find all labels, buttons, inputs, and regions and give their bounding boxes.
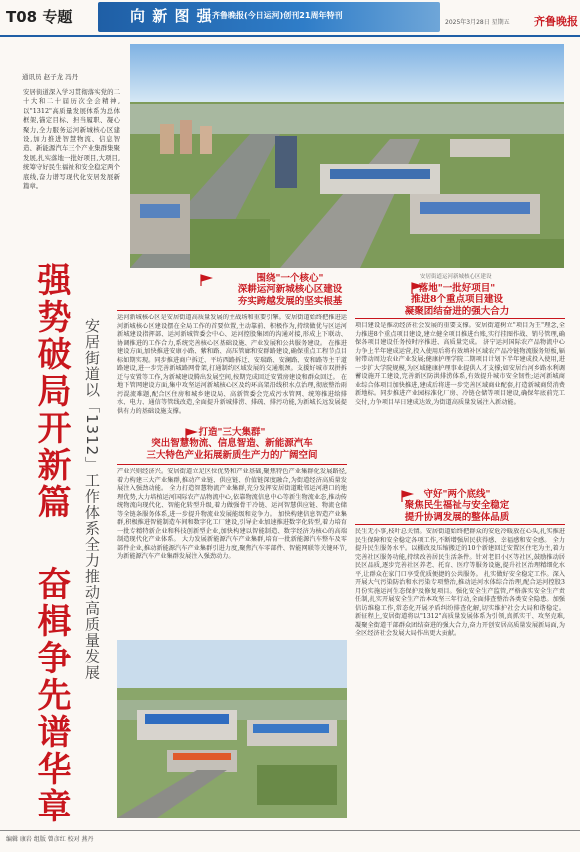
section-core-body: 运河新城核心区是安居街道高质量发展的主战场和重要引擎。安居街道始终把推进运河新城核心区建设摆在全局工作的首要位置,主动靠前、积极作为,持续做优与区运河新城建设指挥部、运河新城管委会中心、运河控股集团的沟通对接,形成上下联动、协调推进的工作合力,系统完善核心区基础设施、产业发展和公共服务建设。 在推进建设方面,加快推进安康小路、紫和路、高压管廊和安群路建设,确保重点工程节点目标如期实现。同步推进商户拆迁、平坊西路拆迁、安瑞路、安澜路、安和路等主干道路建设,进一步完善新城路网骨架,打通制约区域发展的交通瓶颈。支援好城市双拼拆迁与安置等工作,为新城建设腾出发展空间,按期完成回迁安置房建设和群众回迁。 在地下管网建设方面,集中攻坚运河新城核心区及约环高架沿线积水点治理,彻底整治雨污混流难题,配合区住房和城乡建设局、高新管委会完成污水管网、统筹推进给排水、电力、通信等管线改造,全面提升新城排涝、排疏、排污功能,为新城长远发展提供有力的基础设施支撑。 <box>117 314 347 415</box>
footer-divider <box>0 830 580 831</box>
section-cluster-title-1: 突出智慧物流、信息智造、新能源汽车 <box>151 438 313 449</box>
section-livelihood-body: 民生无小事,枝叶总关情。安居街道始终把群众的安危冷暖放在心头,扎实推进民生保障和安全稳定各项工作,不断增强居民获得感、幸福感和安全感。 全力提升民生服务水平。以棚改及压缩搬迁的10个新建回迁安置区住宅为主,着力完善社区服务功能,持续改善居民生活条件。针对老旧小区等社区,鼓励推动居民区品质,逐步完善社区养老、托育、医疗等服务设施,提升社区治理精细化水平,让群众在家门口享受优质便捷的公共服务。 扎实做好安全稳定工作。深入开展大气污染防治和水污染专项整治,推动运河水体综合治理,配合运河控股3月份实施运河生态保护及修复项目。强化安全生产监管,严格落实安全生产责任制,扎实开展安全生产治本攻坚三年行动,全面排查整治各类安全隐患。加强信访维稳工作,常态化开展矛盾纠纷排查化解,切实维护社会大局和谐稳定。 新征程上,安居街道将以"1312"高质量发展体系为引领,真抓实干、攻坚克难,凝聚全街道干部群众团结奋进的强大合力,奋力开创安居高质量发展新局面,为全区经济社会发展大局作出更大贡献。 <box>355 528 565 637</box>
header-divider <box>0 35 580 37</box>
main-headline-part-2: 奋楫争先谱华章 <box>31 566 71 825</box>
section-livelihood-kicker: 守好"两个底线" <box>423 489 491 500</box>
section-heading-cluster <box>117 424 347 462</box>
intro-paragraph: 安居街道深入学习贯彻落实党的二十大和二十届历次全会精神,以"1312"高质量发展体系为总体框架,锚定目标、担当履职、凝心聚力,全力服务运河新城核心区建设,加力推进智慧物流、信息智造、新能源汽车三个产业集群集聚发展,扎实落地一批好项目,大项目,统筹守好民生福祉和安全稳定两个底线,奋力谱写现代化安居发展新篇章。 <box>23 88 120 191</box>
section-cluster-title-2: 三大特色产业拓展新质生产力的广阔空间 <box>146 450 318 461</box>
section-heading-projects <box>352 280 562 318</box>
section-cluster-kicker: 打造"三大集群" <box>198 427 266 438</box>
section-divider <box>355 524 565 525</box>
industrial-park-photo <box>117 640 347 818</box>
section-core-title-1: 深耕运河新城核心区建设 <box>237 284 343 295</box>
page-header <box>0 0 580 34</box>
section-projects-body: 项目建设是推动经济社会发展的重要支撑。安居街道树立"项目为王"理念,全力推进8个重点项目建设,建立健全项目推进台账,实行挂图作战、销号管理,确保各项目建设任务按时序推进、高质量完成。 济宁运河国际农产品物流中心力争上半年建成运营,投入使用后将有效填补区域农产品冷链物流服务短板,辐射带动周边农业产业发展;健康护理学院二期项目计划下半年建成投入使用,进一步扩大学院规模,为区域健康护理事业提供人才支撑;如安居台河乡路水利调蓄设施开工建设,完善新区防洪排涝体系,有效提升城市安全韧性;运河新城商业综合体项目加快推进,建成后将进一步完善区域商业配套,打造新城商贸消费新地标。同步推进产业园标准化厂房、冷链仓储等项目建设,确保年底前完工交付,力争项目早日建成达效,为街道高质量发展注入新动能。 <box>355 322 565 406</box>
byline: 通讯员 赵子龙 冯丹 <box>22 73 79 81</box>
section-divider <box>117 310 347 311</box>
banner-subtitle: 齐鲁晚报(今日运河)创刊21周年特刊 <box>212 11 343 20</box>
section-core-title-2: 夯实跨越发展的坚实根基 <box>237 296 343 307</box>
sub-headline: 安居街道以「1312」工作体系全力推动高质量发展 <box>83 318 101 681</box>
section-divider <box>355 318 565 319</box>
issue-date: 2025年3月28日 星期五 <box>445 19 510 26</box>
photo-caption: 安居街道运河新城核心区建设 <box>420 274 492 280</box>
section-cluster-body: 产业兴则经济兴。安居街道立足区位优势和产业基础,聚焦特色产业集群化发展路径,着力构建三大产业集群,推动产业链、供应链、价值链深度融合,为街道经济高质量发展注入强劲动能。 全力打造智慧物流产业集群,充分发挥安居街道毗邻运河港口的地理优势,大力培植运河国际农产品物流中心,依靠物流信息中心等新生物流业态,推动传统物流向现代化、智能化转型升级,着力做强骨干冷链、运河智慧供应链、物流仓储等全链条服务体系,进一步提升物流业发展能级和竞争力。 加快构建信息智造产业集群,积极推进智能制造车间和数字化工厂建设,引导企业加速推进数字化转型,着力培育一批专精特新企业和科技创新型企业,加快构建以智能制造、数字经济为核心的高端制造现代化产业体系。 大力发展新能源汽车产业集群,培育一批新能源汽车整车及零部件企业,推动新能源汽车产业集群引进力度,聚焦汽车零部件、智能网联等关键环节,为新能源汽车产业集群发展注入强劲动力。 <box>117 468 347 560</box>
section-heading-livelihood <box>352 486 562 524</box>
page-number-label: T08 专题 <box>6 8 73 26</box>
section-core-kicker: 围绕"一个核心" <box>256 273 324 284</box>
newspaper-logo: 齐鲁晚报 <box>534 15 578 28</box>
section-livelihood-title-1: 聚焦民生福祉与安全稳定 <box>404 500 510 511</box>
section-projects-kicker: 落地"一批好项目" <box>418 283 496 294</box>
editor-credits: 编辑 康岩 组版 曾彦红 校对 燕丹 <box>6 836 94 843</box>
aerial-city-photo <box>130 44 564 268</box>
banner-title: 向 新 图 强 <box>130 7 213 25</box>
section-projects-title-1: 推进8个重点项目建设 <box>410 294 504 305</box>
section-divider <box>117 464 347 465</box>
section-projects-title-2: 凝聚团结奋进的强大合力 <box>404 306 510 317</box>
main-headline-part-1: 强势破局开新篇 <box>31 262 71 521</box>
section-livelihood-title-2: 提升协调发展的整体品质 <box>404 512 510 523</box>
